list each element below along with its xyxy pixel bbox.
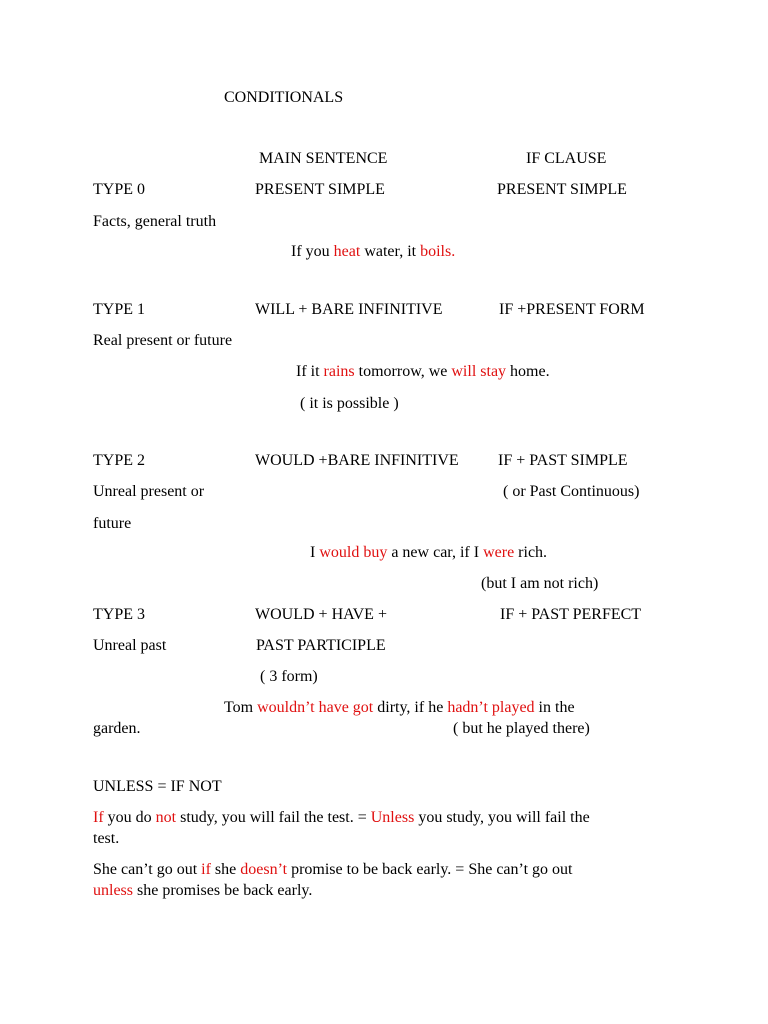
type0-description: Facts, general truth	[93, 213, 217, 230]
type2-main: WOULD +BARE INFINITIVE	[255, 452, 459, 469]
type3-label: TYPE 3	[93, 606, 145, 623]
type3-description: Unreal past	[93, 637, 167, 654]
page-title: CONDITIONALS	[224, 89, 344, 106]
type3-main-cont: PAST PARTICIPLE	[256, 637, 386, 654]
type2-example: I would buy a new car, if I were rich.	[310, 544, 548, 561]
type1-label: TYPE 1	[93, 301, 145, 318]
type2-if-extra: ( or Past Continuous)	[503, 483, 640, 500]
type0-example: If you heat water, it boils.	[291, 243, 456, 260]
type2-description-cont: future	[93, 515, 132, 532]
main-sentence-header: MAIN SENTENCE	[259, 150, 388, 167]
type1-description: Real present or future	[93, 332, 233, 349]
type3-if: IF + PAST PERFECT	[500, 606, 642, 623]
type2-note: (but I am not rich)	[481, 575, 599, 592]
type1-note: ( it is possible )	[300, 395, 399, 412]
type1-if: IF +PRESENT FORM	[499, 301, 645, 318]
type1-main: WILL + BARE INFINITIVE	[255, 301, 443, 318]
unless-example-1-cont: test.	[93, 830, 120, 847]
type3-note: ( but he played there)	[453, 720, 590, 737]
unless-example-2: She can’t go out if she doesn’t promise to be back early. = She can’t go out	[93, 861, 573, 878]
type0-label: TYPE 0	[93, 181, 145, 198]
type2-label: TYPE 2	[93, 452, 145, 469]
type3-main-form: ( 3 form)	[260, 668, 318, 685]
unless-heading: UNLESS = IF NOT	[93, 778, 222, 795]
unless-example-2-cont: unless she promises be back early.	[93, 882, 313, 899]
type3-main: WOULD + HAVE +	[255, 606, 387, 623]
unless-example-1: If you do not study, you will fail the test. = Unless you study, you will fail the	[93, 809, 590, 826]
type0-main: PRESENT SIMPLE	[255, 181, 385, 198]
type2-description: Unreal present or	[93, 483, 205, 500]
if-clause-header: IF CLAUSE	[526, 150, 607, 167]
type3-example-cont: garden.	[93, 720, 141, 737]
type0-if: PRESENT SIMPLE	[497, 181, 627, 198]
type2-if: IF + PAST SIMPLE	[498, 452, 628, 469]
type3-example: Tom wouldn’t have got dirty, if he hadn’t played in the	[224, 699, 575, 716]
type1-example: If it rains tomorrow, we will stay home.	[296, 363, 550, 380]
